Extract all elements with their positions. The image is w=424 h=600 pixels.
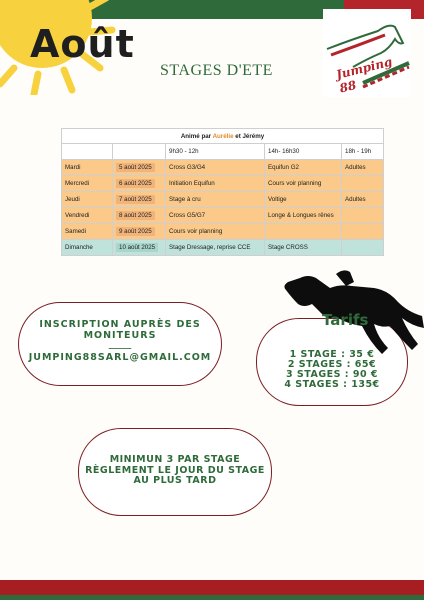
contact-email[interactable]: JUMPING88SARL@GMAIL.COM [28, 352, 212, 363]
inscription-divider: _____ [108, 340, 132, 350]
evening-cell: Adultes [342, 160, 384, 176]
schedule-table [61, 128, 384, 256]
day-cell: Dimanche [62, 240, 113, 256]
day-cell: Vendredi [62, 208, 113, 224]
table-row [62, 208, 384, 224]
afternoon-cell: Stage CROSS [265, 240, 342, 256]
header-cell: 14h- 16h30 [265, 144, 342, 160]
date-cell: 10 août 2025 [113, 240, 166, 256]
schedule-header-row [62, 144, 384, 160]
header-cell: 18h - 19h [342, 144, 384, 160]
table-row [62, 224, 384, 240]
afternoon-cell [265, 224, 342, 240]
header-cell: 9h30 - 12h [166, 144, 265, 160]
header-cell [62, 144, 113, 160]
day-cell: Jeudi [62, 192, 113, 208]
evening-cell [342, 208, 384, 224]
day-cell: Samedi [62, 224, 113, 240]
table-row [62, 176, 384, 192]
morning-cell: Cross G5/G7 [166, 208, 265, 224]
schedule-title-row [62, 129, 384, 144]
day-cell: Mardi [62, 160, 113, 176]
minimum-line: RÈGLEMENT LE JOUR DU STAGE [85, 464, 265, 476]
tarifs-label: Tarifs [322, 311, 369, 329]
afternoon-cell: Cours voir planning [265, 176, 342, 192]
date-cell: 9 août 2025 [113, 224, 166, 240]
tarif-line: 3 STAGES : 90 € [285, 369, 379, 380]
minimum-text [79, 455, 271, 487]
morning-cell: Cross G3/G4 [166, 160, 265, 176]
date-cell: 8 août 2025 [113, 208, 166, 224]
tarif-line: 4 STAGES : 135€ [284, 379, 380, 390]
date-cell: 5 août 2025 [113, 160, 166, 176]
tarif-line: 2 STAGES : 65€ [287, 359, 377, 370]
morning-cell: Stage Dressage, reprise CCE [166, 240, 265, 256]
evening-cell [342, 176, 384, 192]
evening-cell [342, 224, 384, 240]
table-row [62, 160, 384, 176]
logo-text: Jumping 88 [334, 54, 394, 96]
inscription-text: INSCRIPTION AUPRÈS DES MONITEURS [39, 319, 201, 341]
minimum-line: AU PLUS TARD [133, 475, 217, 486]
month-title: Août [30, 22, 135, 66]
minimum-line: MINIMUN 3 PAR STAGE [109, 454, 241, 465]
afternoon-cell: Voltige [265, 192, 342, 208]
inscription-box [18, 302, 222, 386]
afternoon-cell: Longe & Longues rênes [265, 208, 342, 224]
table-row [62, 192, 384, 208]
evening-cell: Adultes [342, 192, 384, 208]
morning-cell: Initiation Equifun [166, 176, 265, 192]
morning-cell: Stage à cru [166, 192, 265, 208]
tarif-line: 1 STAGE : 35 € [289, 349, 375, 360]
bottom-color-bar [0, 580, 424, 600]
table-row [62, 240, 384, 256]
page-subtitle: STAGES D'ETE [160, 62, 273, 79]
minimum-box [78, 428, 272, 516]
date-cell: 7 août 2025 [113, 192, 166, 208]
header-cell [113, 144, 166, 160]
morning-cell: Cours voir planning [166, 224, 265, 240]
day-cell: Mercredi [62, 176, 113, 192]
date-cell: 6 août 2025 [113, 176, 166, 192]
evening-cell [342, 240, 384, 256]
schedule-title: Animé par Aurélie et Jérémy [62, 129, 384, 144]
jumping88-logo [323, 9, 411, 97]
afternoon-cell: Equifun G2 [265, 160, 342, 176]
